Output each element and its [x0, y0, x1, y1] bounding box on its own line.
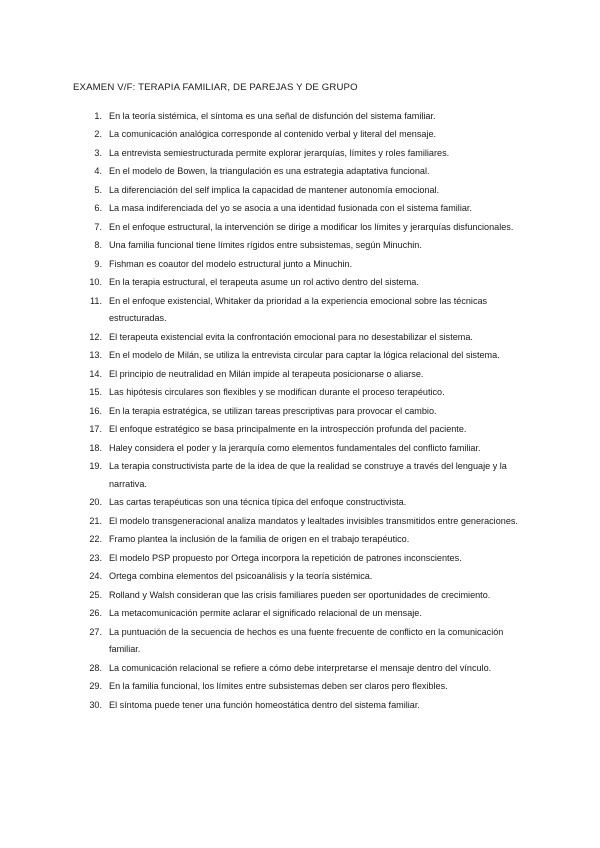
question-text: Las hipótesis circulares son flexibles y se modifican durante el proceso terapéutico. — [109, 387, 445, 398]
list-item — [88, 458, 528, 493]
question-number: 25. — [89, 589, 102, 600]
question-number: 2. — [94, 129, 102, 140]
list-item — [88, 108, 528, 126]
list-item — [88, 605, 528, 623]
question-text: La terapia constructivista parte de la idea de que la realidad se construye a través del lenguaje y la narrativa. — [109, 461, 507, 489]
question-list — [88, 108, 528, 715]
question-text: La comunicación analógica corresponde al contenido verbal y literal del mensaje. — [109, 129, 437, 140]
question-number: 7. — [94, 221, 102, 232]
question-text: La metacomunicación permite aclarar el significado relacional de un mensaje. — [109, 608, 422, 619]
list-item — [88, 550, 528, 568]
question-number: 30. — [89, 699, 102, 710]
list-item — [88, 293, 528, 328]
question-number: 23. — [89, 552, 102, 563]
list-item — [88, 237, 528, 255]
list-item — [88, 660, 528, 678]
list-item — [88, 219, 528, 237]
list-item — [88, 163, 528, 181]
question-number: 8. — [94, 240, 102, 251]
question-number: 21. — [89, 515, 102, 526]
question-text: En la familia funcional, los límites entre subsistemas deben ser claros pero flexibles. — [109, 681, 448, 692]
question-text: La comunicación relacional se refiere a cómo debe interpretarse el mensaje dentro del vínculo. — [109, 662, 492, 673]
list-item — [88, 347, 528, 365]
question-text: Haley considera el poder y la jerarquía como elementos fundamentales del conflicto familiar. — [109, 442, 481, 453]
page-title: EXAMEN V/F: TERAPIA FAMILIAR, DE PAREJAS Y DE GRUPO — [73, 82, 358, 93]
question-number: 24. — [89, 571, 102, 582]
list-item — [88, 126, 528, 144]
question-text: El enfoque estratégico se basa principalmente en la introspección profunda del paciente. — [109, 424, 467, 435]
question-text: En el modelo de Milán, se utiliza la entrevista circular para captar la lógica relacional del sistema. — [109, 350, 500, 361]
question-text: El modelo PSP propuesto por Ortega incorpora la repetición de patrones inconscientes. — [109, 552, 462, 563]
question-number: 10. — [89, 277, 102, 288]
list-item — [88, 697, 528, 715]
question-text: Rolland y Walsh consideran que las crisis familiares pueden ser oportunidades de crecimiento. — [109, 589, 491, 600]
question-text: El modelo transgeneracional analiza mandatos y lealtades invisibles transmitidos entre generaciones. — [109, 515, 518, 526]
question-text: En el modelo de Bowen, la triangulación es una estrategia adaptativa funcional. — [109, 166, 430, 177]
list-item — [88, 421, 528, 439]
list-item — [88, 274, 528, 292]
question-number: 15. — [89, 387, 102, 398]
question-text: En la terapia estratégica, se utilizan tareas prescriptivas para provocar el cambio. — [109, 405, 437, 416]
question-text: En el enfoque existencial, Whitaker da prioridad a la experiencia emocional sobre las técnicas estructuradas. — [109, 295, 488, 324]
question-number: 26. — [89, 608, 102, 619]
question-text: La masa indiferenciada del yo se asocia a una identidad fusionada con el sistema familiar. — [109, 203, 472, 214]
list-item — [88, 624, 528, 659]
question-number: 22. — [89, 534, 102, 545]
question-text: La entrevista semiestructurada permite explorar jerarquías, límites y roles familiares. — [109, 147, 450, 158]
question-text: En la teoría sistémica, el síntoma es una señal de disfunción del sistema familiar. — [109, 111, 436, 121]
list-item — [88, 513, 528, 531]
question-number: 11. — [90, 295, 102, 306]
question-text: En el enfoque estructural, la intervención se dirige a modificar los límites y jerarquías disfuncionales. — [109, 221, 514, 232]
question-text: Las cartas terapéuticas son una técnica típica del enfoque constructivista. — [109, 497, 407, 508]
question-number: 5. — [94, 184, 102, 195]
list-item — [88, 531, 528, 549]
question-text: En la terapia estructural, el terapeuta asume un rol activo dentro del sistema. — [109, 277, 419, 288]
list-item — [88, 440, 528, 458]
question-text: El terapeuta existencial evita la confrontación emocional para no desestabilizar el sistema. — [109, 331, 473, 342]
question-text: Una familia funcional tiene límites rígidos entre subsistemas, según Minuchin. — [109, 240, 422, 251]
list-item — [88, 494, 528, 512]
question-number: 4. — [94, 166, 102, 177]
question-number: 3. — [94, 147, 102, 158]
question-number: 27. — [89, 626, 102, 637]
list-item — [88, 384, 528, 402]
list-item — [88, 678, 528, 696]
question-text: Ortega combina elementos del psicoanálisis y la teoría sistémica. — [109, 571, 373, 582]
question-number: 6. — [94, 203, 102, 214]
question-text: Fishman es coautor del modelo estructural junto a Minuchin. — [109, 258, 353, 269]
list-item — [88, 182, 528, 200]
list-item — [88, 587, 528, 605]
question-text: Framo plantea la inclusión de la familia de origen en el trabajo terapéutico. — [109, 534, 410, 545]
question-number: 14. — [89, 368, 102, 379]
question-text: La puntuación de la secuencia de hechos es una fuente frecuente de conflicto en la comunicación familiar. — [109, 626, 504, 655]
question-number: 17. — [89, 424, 102, 435]
question-number: 18. — [89, 442, 102, 453]
question-text: El síntoma puede tener una función homeostática dentro del sistema familiar. — [109, 699, 420, 710]
question-number: 28. — [89, 662, 102, 673]
list-item — [88, 256, 528, 274]
list-item — [88, 145, 528, 163]
question-number: 20. — [89, 497, 102, 508]
question-number: 13. — [89, 350, 102, 361]
question-number: 29. — [89, 681, 102, 692]
list-item — [88, 568, 528, 586]
list-item — [88, 403, 528, 421]
question-number: 9. — [94, 258, 102, 269]
question-text: El principio de neutralidad en Milán impide al terapeuta posicionarse o aliarse. — [109, 368, 424, 379]
list-item — [88, 200, 528, 218]
list-item — [88, 329, 528, 347]
list-item — [88, 366, 528, 384]
question-number: 12. — [89, 331, 102, 342]
question-number: 16. — [89, 405, 102, 416]
question-number: 19. — [89, 461, 102, 472]
question-text: La diferenciación del self implica la capacidad de mantener autonomía emocional. — [109, 184, 440, 195]
question-number: 1. — [94, 111, 102, 121]
